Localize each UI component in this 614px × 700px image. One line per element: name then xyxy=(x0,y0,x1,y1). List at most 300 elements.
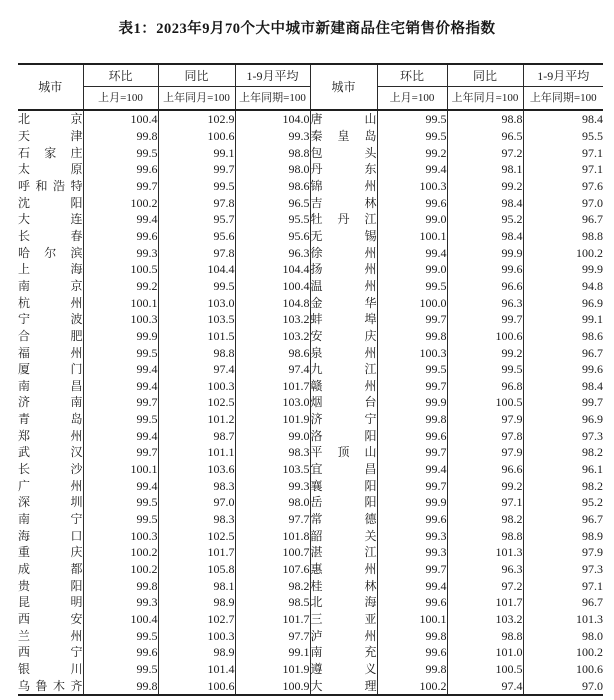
mom-value-right: 99.4 xyxy=(377,161,447,178)
yoy-value-right: 99.2 xyxy=(447,178,523,195)
mom-value-right: 99.7 xyxy=(377,444,447,461)
yoy-value-right: 100.6 xyxy=(447,328,523,345)
avg-value-left: 95.5 xyxy=(235,211,310,228)
mom-value-right: 100.3 xyxy=(377,344,447,361)
table-row xyxy=(18,527,603,544)
avg-value-right: 94.8 xyxy=(523,278,603,295)
mom-value-right: 99.0 xyxy=(377,261,447,278)
yoy-value-right: 100.5 xyxy=(447,394,523,411)
yoy-value-left: 95.7 xyxy=(158,211,235,228)
avg-value-right: 99.9 xyxy=(523,261,603,278)
city-name-right: 岳阳 xyxy=(310,495,377,510)
mom-value-right: 99.9 xyxy=(377,494,447,511)
yoy-value-left: 103.0 xyxy=(158,294,235,311)
mom-value-left: 99.8 xyxy=(83,577,158,594)
mom-value-left: 99.5 xyxy=(83,411,158,428)
city-name-right: 牡丹江 xyxy=(310,212,377,227)
yoy-value-left: 99.1 xyxy=(158,144,235,161)
city-name-right: 金华 xyxy=(310,295,377,310)
avg-value-left: 99.3 xyxy=(235,477,310,494)
table-row xyxy=(18,477,603,494)
yoy-value-right: 101.7 xyxy=(447,594,523,611)
mom-value-right: 99.4 xyxy=(377,577,447,594)
yoy-value-left: 98.8 xyxy=(158,344,235,361)
yoy-value-left: 95.6 xyxy=(158,228,235,245)
table-row xyxy=(18,511,603,528)
city-name-left: 南宁 xyxy=(18,512,83,527)
avg-value-right: 96.7 xyxy=(523,511,603,528)
yoy-value-left: 104.4 xyxy=(158,261,235,278)
table-row xyxy=(18,244,603,261)
mom-value-right: 100.3 xyxy=(377,178,447,195)
table-header xyxy=(18,64,603,110)
avg-value-right: 97.3 xyxy=(523,427,603,444)
city-name-left: 西宁 xyxy=(18,645,83,660)
yoy-value-left: 103.5 xyxy=(158,311,235,328)
yoy-value-right: 96.5 xyxy=(447,128,523,145)
mom-value-left: 99.4 xyxy=(83,211,158,228)
mom-value-left: 99.5 xyxy=(83,494,158,511)
yoy-value-right: 103.2 xyxy=(447,611,523,628)
avg-value-left: 96.3 xyxy=(235,244,310,261)
city-name-right: 湛江 xyxy=(310,545,377,560)
yoy-value-left: 101.4 xyxy=(158,661,235,678)
city-name-right: 温州 xyxy=(310,278,377,293)
yoy-value-left: 99.5 xyxy=(158,178,235,195)
avg-value-right: 97.1 xyxy=(523,144,603,161)
mom-value-left: 99.5 xyxy=(83,344,158,361)
yoy-value-left: 97.8 xyxy=(158,194,235,211)
table-row xyxy=(18,261,603,278)
column-header-city-left: 城市 xyxy=(18,64,83,110)
avg-value-left: 98.2 xyxy=(235,577,310,594)
avg-value-left: 100.7 xyxy=(235,544,310,561)
avg-value-left: 96.5 xyxy=(235,194,310,211)
mom-value-right: 100.1 xyxy=(377,228,447,245)
table-row xyxy=(18,627,603,644)
yoy-value-right: 96.6 xyxy=(447,278,523,295)
avg-value-right: 98.2 xyxy=(523,444,603,461)
mom-value-left: 100.2 xyxy=(83,561,158,578)
table-row xyxy=(18,311,603,328)
yoy-value-right: 97.8 xyxy=(447,427,523,444)
table-row xyxy=(18,211,603,228)
city-name-left: 石家庄 xyxy=(18,145,83,160)
table-row xyxy=(18,461,603,478)
avg-value-right: 101.3 xyxy=(523,611,603,628)
city-name-right: 桂林 xyxy=(310,578,377,593)
city-name-left: 大连 xyxy=(18,212,83,227)
avg-value-right: 96.1 xyxy=(523,461,603,478)
mom-value-right: 99.6 xyxy=(377,644,447,661)
subheader-avg-base-right: 上年同期=100 xyxy=(523,87,603,111)
city-name-right: 南充 xyxy=(310,645,377,660)
city-name-right: 北海 xyxy=(310,595,377,610)
mom-value-right: 100.1 xyxy=(377,611,447,628)
table-row xyxy=(18,661,603,678)
mom-value-left: 99.6 xyxy=(83,228,158,245)
table-row xyxy=(18,378,603,395)
yoy-value-right: 99.2 xyxy=(447,477,523,494)
yoy-value-right: 98.4 xyxy=(447,228,523,245)
mom-value-right: 99.6 xyxy=(377,194,447,211)
avg-value-right: 96.7 xyxy=(523,344,603,361)
avg-value-right: 98.0 xyxy=(523,627,603,644)
table-row xyxy=(18,178,603,195)
table-row xyxy=(18,294,603,311)
avg-value-left: 101.9 xyxy=(235,411,310,428)
avg-value-right: 96.9 xyxy=(523,411,603,428)
avg-value-right: 97.0 xyxy=(523,677,603,695)
mom-value-left: 99.5 xyxy=(83,144,158,161)
yoy-value-left: 98.9 xyxy=(158,644,235,661)
yoy-value-right: 98.8 xyxy=(447,627,523,644)
city-name-left: 宁波 xyxy=(18,312,83,327)
city-name-right: 遵义 xyxy=(310,661,377,676)
avg-value-right: 100.2 xyxy=(523,244,603,261)
mom-value-right: 99.8 xyxy=(377,661,447,678)
column-header-city-right: 城市 xyxy=(310,64,377,110)
mom-value-left: 99.5 xyxy=(83,627,158,644)
city-name-left: 武汉 xyxy=(18,445,83,460)
avg-value-left: 101.7 xyxy=(235,378,310,395)
mom-value-left: 100.4 xyxy=(83,110,158,128)
mom-value-right: 100.0 xyxy=(377,294,447,311)
city-name-right: 锦州 xyxy=(310,178,377,193)
city-name-left: 合肥 xyxy=(18,328,83,343)
table-row xyxy=(18,544,603,561)
city-name-left: 太原 xyxy=(18,162,83,177)
city-name-right: 泉州 xyxy=(310,345,377,360)
city-name-right: 秦皇岛 xyxy=(310,128,377,143)
mom-value-left: 100.2 xyxy=(83,544,158,561)
city-name-right: 无锡 xyxy=(310,228,377,243)
mom-value-right: 99.4 xyxy=(377,461,447,478)
table-row xyxy=(18,328,603,345)
table-row xyxy=(18,427,603,444)
avg-value-left: 97.4 xyxy=(235,361,310,378)
avg-value-right: 98.8 xyxy=(523,228,603,245)
mom-value-left: 99.9 xyxy=(83,328,158,345)
mom-value-right: 99.3 xyxy=(377,544,447,561)
avg-value-left: 104.8 xyxy=(235,294,310,311)
yoy-value-left: 98.9 xyxy=(158,594,235,611)
yoy-value-left: 102.5 xyxy=(158,527,235,544)
city-name-left: 成都 xyxy=(18,562,83,577)
subheader-avg-base-left: 上年同期=100 xyxy=(235,87,310,111)
avg-value-left: 103.2 xyxy=(235,311,310,328)
city-name-left: 南昌 xyxy=(18,378,83,393)
yoy-value-right: 97.2 xyxy=(447,577,523,594)
city-name-left: 长春 xyxy=(18,228,83,243)
yoy-value-right: 97.1 xyxy=(447,494,523,511)
table-row xyxy=(18,228,603,245)
mom-value-left: 100.2 xyxy=(83,194,158,211)
city-name-left: 济南 xyxy=(18,395,83,410)
price-index-table xyxy=(18,63,603,696)
avg-value-left: 99.3 xyxy=(235,128,310,145)
yoy-value-left: 102.5 xyxy=(158,394,235,411)
avg-value-left: 99.0 xyxy=(235,427,310,444)
avg-value-left: 104.0 xyxy=(235,110,310,128)
mom-value-left: 100.1 xyxy=(83,461,158,478)
mom-value-left: 99.4 xyxy=(83,378,158,395)
yoy-value-right: 98.2 xyxy=(447,511,523,528)
city-name-right: 大理 xyxy=(310,677,377,695)
mom-value-left: 100.3 xyxy=(83,311,158,328)
mom-value-right: 99.3 xyxy=(377,527,447,544)
table-row xyxy=(18,394,603,411)
mom-value-right: 99.5 xyxy=(377,278,447,295)
column-header-mom-left: 环比 xyxy=(83,64,158,87)
avg-value-right: 100.6 xyxy=(523,661,603,678)
avg-value-left: 97.7 xyxy=(235,511,310,528)
subheader-yoy-base-right: 上年同月=100 xyxy=(447,87,523,111)
city-name-right: 韶关 xyxy=(310,528,377,543)
city-name-left: 杭州 xyxy=(18,295,83,310)
city-name-right: 平顶山 xyxy=(310,445,377,460)
city-name-right: 包头 xyxy=(310,145,377,160)
city-name-left: 海口 xyxy=(18,528,83,543)
yoy-value-left: 100.3 xyxy=(158,627,235,644)
column-header-yoy-right: 同比 xyxy=(447,64,523,87)
yoy-value-right: 98.8 xyxy=(447,110,523,128)
mom-value-left: 99.5 xyxy=(83,661,158,678)
avg-value-left: 97.7 xyxy=(235,627,310,644)
city-name-left: 西安 xyxy=(18,612,83,627)
city-name-right: 蚌埠 xyxy=(310,312,377,327)
subheader-mom-base-left: 上月=100 xyxy=(83,87,158,111)
mom-value-right: 99.7 xyxy=(377,311,447,328)
city-name-right: 扬州 xyxy=(310,262,377,277)
city-name-left: 银川 xyxy=(18,661,83,676)
yoy-value-right: 98.4 xyxy=(447,194,523,211)
table-row xyxy=(18,594,603,611)
avg-value-right: 98.6 xyxy=(523,328,603,345)
avg-value-right: 98.4 xyxy=(523,378,603,395)
yoy-value-left: 102.7 xyxy=(158,611,235,628)
yoy-value-right: 101.0 xyxy=(447,644,523,661)
avg-value-left: 98.6 xyxy=(235,344,310,361)
table-title: 表1：2023年9月70个大中城市新建商品住宅销售价格指数 xyxy=(118,21,496,37)
city-name-right: 九江 xyxy=(310,362,377,377)
city-name-left: 郑州 xyxy=(18,428,83,443)
city-name-right: 常德 xyxy=(310,512,377,527)
mom-value-right: 99.0 xyxy=(377,211,447,228)
mom-value-right: 99.9 xyxy=(377,394,447,411)
avg-value-left: 100.9 xyxy=(235,677,310,695)
yoy-value-left: 97.4 xyxy=(158,361,235,378)
avg-value-right: 99.7 xyxy=(523,394,603,411)
table-row xyxy=(18,494,603,511)
table-row xyxy=(18,361,603,378)
mom-value-right: 99.5 xyxy=(377,128,447,145)
city-name-right: 三亚 xyxy=(310,612,377,627)
city-name-left: 上海 xyxy=(18,262,83,277)
avg-value-left: 98.0 xyxy=(235,161,310,178)
yoy-value-left: 105.8 xyxy=(158,561,235,578)
avg-value-left: 101.8 xyxy=(235,527,310,544)
avg-value-right: 97.6 xyxy=(523,178,603,195)
city-name-right: 唐山 xyxy=(310,110,377,128)
city-name-left: 哈尔滨 xyxy=(18,245,83,260)
yoy-value-right: 99.7 xyxy=(447,311,523,328)
yoy-value-left: 99.7 xyxy=(158,161,235,178)
yoy-value-left: 100.6 xyxy=(158,677,235,695)
city-name-left: 深圳 xyxy=(18,495,83,510)
avg-value-right: 97.1 xyxy=(523,577,603,594)
table-row xyxy=(18,561,603,578)
mom-value-right: 99.8 xyxy=(377,328,447,345)
mom-value-left: 99.7 xyxy=(83,178,158,195)
mom-value-right: 99.5 xyxy=(377,110,447,128)
yoy-value-right: 96.6 xyxy=(447,461,523,478)
mom-value-left: 99.4 xyxy=(83,427,158,444)
city-name-right: 烟台 xyxy=(310,395,377,410)
avg-value-left: 98.6 xyxy=(235,178,310,195)
avg-value-left: 100.4 xyxy=(235,278,310,295)
city-name-left: 厦门 xyxy=(18,362,83,377)
mom-value-left: 99.8 xyxy=(83,128,158,145)
city-name-left: 福州 xyxy=(18,345,83,360)
yoy-value-right: 99.6 xyxy=(447,261,523,278)
yoy-value-right: 100.5 xyxy=(447,661,523,678)
mom-value-right: 99.6 xyxy=(377,427,447,444)
avg-value-right: 100.2 xyxy=(523,644,603,661)
avg-value-left: 104.4 xyxy=(235,261,310,278)
avg-value-left: 98.8 xyxy=(235,144,310,161)
city-name-right: 襄阳 xyxy=(310,478,377,493)
table-row xyxy=(18,344,603,361)
city-name-left: 贵阳 xyxy=(18,578,83,593)
city-name-left: 青岛 xyxy=(18,412,83,427)
yoy-value-left: 98.7 xyxy=(158,427,235,444)
column-header-avg-right: 1-9月平均 xyxy=(523,64,603,87)
subheader-yoy-base-left: 上年同月=100 xyxy=(158,87,235,111)
avg-value-left: 107.6 xyxy=(235,561,310,578)
city-name-left: 沈阳 xyxy=(18,195,83,210)
table-row xyxy=(18,110,603,128)
yoy-value-right: 97.9 xyxy=(447,411,523,428)
yoy-value-left: 101.5 xyxy=(158,328,235,345)
table-row xyxy=(18,128,603,145)
mom-value-left: 99.2 xyxy=(83,278,158,295)
city-name-left: 长沙 xyxy=(18,462,83,477)
city-name-right: 徐州 xyxy=(310,245,377,260)
mom-value-left: 99.4 xyxy=(83,361,158,378)
city-name-right: 宜昌 xyxy=(310,462,377,477)
mom-value-right: 99.8 xyxy=(377,411,447,428)
avg-value-right: 98.9 xyxy=(523,527,603,544)
table-body xyxy=(18,110,603,695)
city-name-left: 兰州 xyxy=(18,628,83,643)
avg-value-right: 95.5 xyxy=(523,128,603,145)
avg-value-right: 96.7 xyxy=(523,594,603,611)
city-name-left: 呼和浩特 xyxy=(18,178,83,193)
column-header-mom-right: 环比 xyxy=(377,64,447,87)
mom-value-left: 99.6 xyxy=(83,161,158,178)
avg-value-left: 103.2 xyxy=(235,328,310,345)
city-name-left: 天津 xyxy=(18,128,83,143)
mom-value-left: 99.3 xyxy=(83,244,158,261)
table-row xyxy=(18,161,603,178)
table-row xyxy=(18,644,603,661)
city-name-left: 北京 xyxy=(18,112,83,127)
avg-value-right: 96.7 xyxy=(523,211,603,228)
mom-value-right: 99.2 xyxy=(377,144,447,161)
table-row xyxy=(18,577,603,594)
city-name-left: 广州 xyxy=(18,478,83,493)
yoy-value-right: 97.4 xyxy=(447,677,523,695)
mom-value-right: 99.4 xyxy=(377,244,447,261)
table-row xyxy=(18,411,603,428)
avg-value-right: 99.6 xyxy=(523,361,603,378)
yoy-value-left: 97.0 xyxy=(158,494,235,511)
avg-value-left: 98.0 xyxy=(235,494,310,511)
table-row xyxy=(18,278,603,295)
yoy-value-left: 100.3 xyxy=(158,378,235,395)
yoy-value-right: 99.9 xyxy=(447,244,523,261)
mom-value-right: 99.5 xyxy=(377,361,447,378)
yoy-value-left: 101.1 xyxy=(158,444,235,461)
mom-value-right: 99.7 xyxy=(377,378,447,395)
mom-value-right: 99.8 xyxy=(377,627,447,644)
mom-value-left: 99.6 xyxy=(83,644,158,661)
avg-value-left: 103.5 xyxy=(235,461,310,478)
city-name-right: 泸州 xyxy=(310,628,377,643)
avg-value-right: 98.4 xyxy=(523,110,603,128)
table-row xyxy=(18,611,603,628)
yoy-value-right: 96.3 xyxy=(447,294,523,311)
yoy-value-right: 98.1 xyxy=(447,161,523,178)
city-name-right: 洛阳 xyxy=(310,428,377,443)
table-row xyxy=(18,444,603,461)
yoy-value-right: 98.8 xyxy=(447,527,523,544)
avg-value-left: 98.3 xyxy=(235,444,310,461)
yoy-value-left: 99.5 xyxy=(158,278,235,295)
mom-value-right: 99.7 xyxy=(377,561,447,578)
city-name-right: 赣州 xyxy=(310,378,377,393)
yoy-value-left: 102.9 xyxy=(158,110,235,128)
yoy-value-right: 96.8 xyxy=(447,378,523,395)
avg-value-right: 97.1 xyxy=(523,161,603,178)
yoy-value-left: 103.6 xyxy=(158,461,235,478)
yoy-value-right: 97.9 xyxy=(447,444,523,461)
mom-value-left: 99.7 xyxy=(83,444,158,461)
city-name-left: 昆明 xyxy=(18,595,83,610)
yoy-value-left: 98.3 xyxy=(158,477,235,494)
avg-value-left: 98.5 xyxy=(235,594,310,611)
mom-value-right: 100.2 xyxy=(377,677,447,695)
avg-value-right: 97.3 xyxy=(523,561,603,578)
mom-value-right: 99.7 xyxy=(377,477,447,494)
avg-value-right: 98.2 xyxy=(523,477,603,494)
table-row xyxy=(18,144,603,161)
subheader-mom-base-right: 上月=100 xyxy=(377,87,447,111)
mom-value-left: 99.4 xyxy=(83,477,158,494)
yoy-value-right: 95.2 xyxy=(447,211,523,228)
mom-value-left: 99.3 xyxy=(83,594,158,611)
yoy-value-right: 96.3 xyxy=(447,561,523,578)
avg-value-right: 96.9 xyxy=(523,294,603,311)
mom-value-left: 100.3 xyxy=(83,527,158,544)
yoy-value-left: 98.3 xyxy=(158,511,235,528)
city-name-right: 安庆 xyxy=(310,328,377,343)
city-name-right: 吉林 xyxy=(310,195,377,210)
city-name-right: 惠州 xyxy=(310,562,377,577)
mom-value-right: 99.6 xyxy=(377,594,447,611)
avg-value-left: 101.7 xyxy=(235,611,310,628)
